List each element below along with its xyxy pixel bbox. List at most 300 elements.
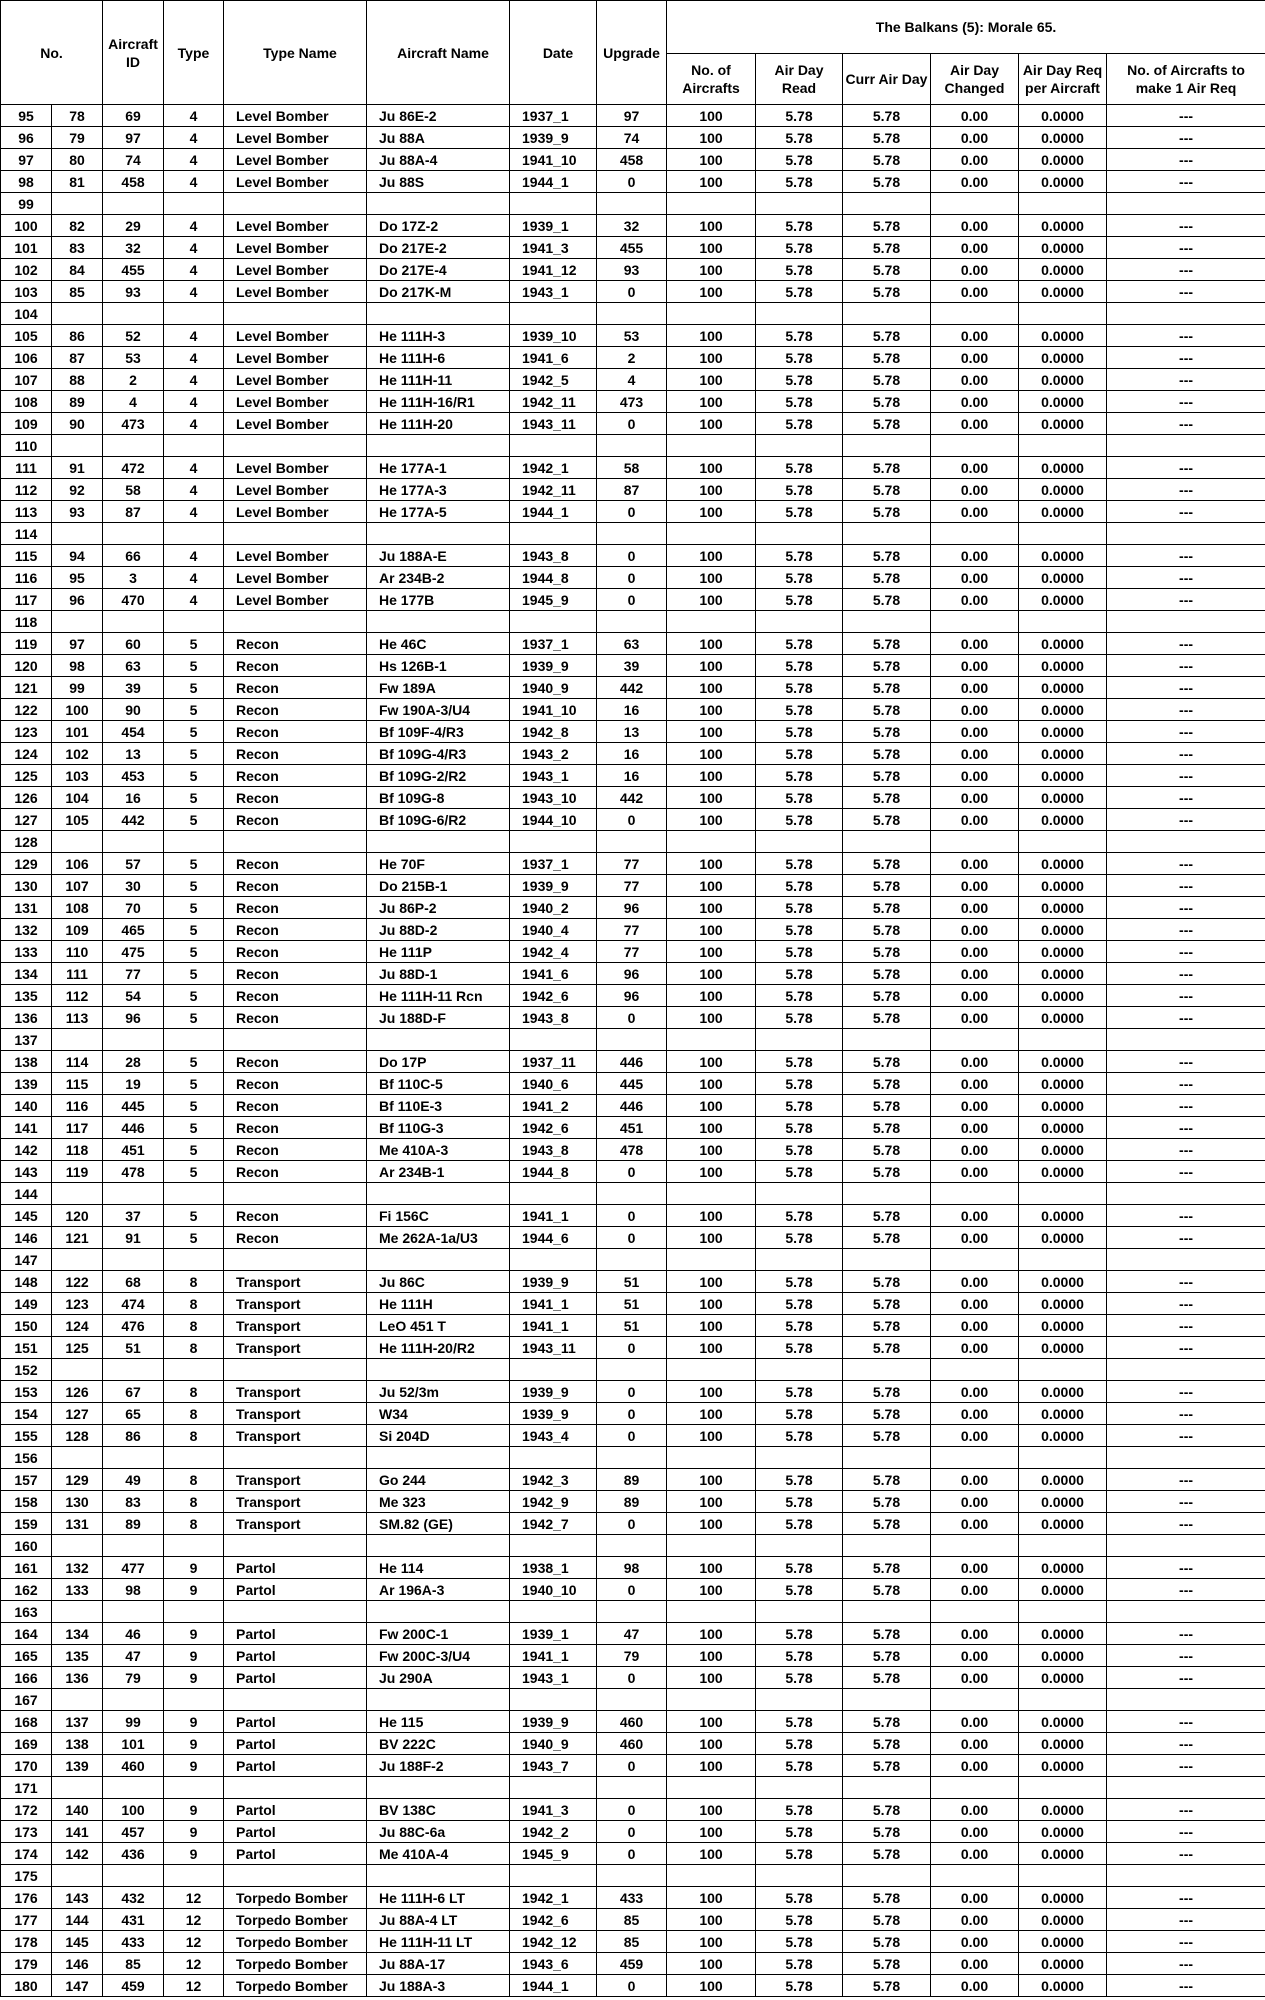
cell-air-day-req: 0.0000	[1019, 457, 1107, 479]
table-row	[1, 1755, 1265, 1777]
cell-date	[510, 303, 597, 325]
cell-num-aircrafts: 100	[667, 1755, 756, 1777]
cell-sub-number: 86	[52, 325, 103, 347]
cell-type	[164, 435, 224, 457]
cell-curr-air-day	[843, 1777, 931, 1799]
cell-sub-number	[52, 1249, 103, 1271]
table-row	[1, 1667, 1265, 1689]
cell-aircraft-id	[103, 1689, 164, 1711]
cell-type: 4	[164, 545, 224, 567]
cell-air-day-req: 0.0000	[1019, 1579, 1107, 1601]
cell-air-day-read: 5.78	[756, 1953, 843, 1975]
cell-num-aircrafts: 100	[667, 1007, 756, 1029]
cell-row-number: 121	[1, 677, 52, 699]
cell-air-day-read: 5.78	[756, 1711, 843, 1733]
cell-aircrafts-to-make-req: ---	[1107, 721, 1265, 743]
cell-aircrafts-to-make-req: ---	[1107, 1975, 1265, 1997]
cell-aircrafts-to-make-req	[1107, 1689, 1265, 1711]
cell-type: 5	[164, 963, 224, 985]
table-row	[1, 1403, 1265, 1425]
cell-type: 9	[164, 1557, 224, 1579]
cell-aircraft-name: Ju 88D-2	[367, 919, 510, 941]
table-row	[1, 633, 1265, 655]
cell-sub-number: 120	[52, 1205, 103, 1227]
cell-air-day-req	[1019, 523, 1107, 545]
cell-num-aircrafts: 100	[667, 105, 756, 127]
cell-curr-air-day: 5.78	[843, 1491, 931, 1513]
cell-air-day-read: 5.78	[756, 919, 843, 941]
cell-sub-number: 99	[52, 677, 103, 699]
cell-upgrade: 51	[597, 1271, 667, 1293]
cell-type: 5	[164, 985, 224, 1007]
cell-aircraft-id: 465	[103, 919, 164, 941]
cell-curr-air-day	[843, 1601, 931, 1623]
cell-aircraft-id: 101	[103, 1733, 164, 1755]
table-row	[1, 1579, 1265, 1601]
cell-aircraft-name: Fw 189A	[367, 677, 510, 699]
cell-air-day-changed: 0.00	[931, 1975, 1019, 1997]
cell-num-aircrafts: 100	[667, 787, 756, 809]
cell-aircraft-name: W34	[367, 1403, 510, 1425]
cell-aircraft-name: Ju 188A-E	[367, 545, 510, 567]
cell-aircrafts-to-make-req: ---	[1107, 1645, 1265, 1667]
cell-sub-number: 108	[52, 897, 103, 919]
cell-curr-air-day: 5.78	[843, 1337, 931, 1359]
cell-air-day-changed: 0.00	[931, 413, 1019, 435]
cell-air-day-changed	[931, 523, 1019, 545]
cell-type-name: Torpedo Bomber	[224, 1887, 367, 1909]
cell-air-day-req: 0.0000	[1019, 1843, 1107, 1865]
cell-date: 1943_4	[510, 1425, 597, 1447]
cell-date: 1937_1	[510, 105, 597, 127]
cell-aircraft-id	[103, 193, 164, 215]
cell-air-day-changed	[931, 1447, 1019, 1469]
cell-type-name: Transport	[224, 1513, 367, 1535]
cell-air-day-req: 0.0000	[1019, 1381, 1107, 1403]
cell-num-aircrafts	[667, 1447, 756, 1469]
cell-air-day-req: 0.0000	[1019, 1931, 1107, 1953]
cell-air-day-read: 5.78	[756, 787, 843, 809]
cell-row-number: 126	[1, 787, 52, 809]
cell-air-day-req: 0.0000	[1019, 1953, 1107, 1975]
cell-num-aircrafts: 100	[667, 567, 756, 589]
cell-upgrade: 442	[597, 787, 667, 809]
cell-aircraft-name: Do 17P	[367, 1051, 510, 1073]
table-row	[1, 1491, 1265, 1513]
cell-date: 1941_2	[510, 1095, 597, 1117]
cell-air-day-read	[756, 1249, 843, 1271]
cell-sub-number: 88	[52, 369, 103, 391]
cell-num-aircrafts: 100	[667, 985, 756, 1007]
cell-curr-air-day: 5.78	[843, 1381, 931, 1403]
cell-sub-number: 93	[52, 501, 103, 523]
cell-num-aircrafts: 100	[667, 743, 756, 765]
cell-air-day-changed: 0.00	[931, 457, 1019, 479]
cell-air-day-req	[1019, 1249, 1107, 1271]
cell-date: 1943_8	[510, 545, 597, 567]
cell-aircrafts-to-make-req: ---	[1107, 281, 1265, 303]
table-row	[1, 765, 1265, 787]
cell-upgrade: 442	[597, 677, 667, 699]
cell-curr-air-day: 5.78	[843, 391, 931, 413]
cell-type: 8	[164, 1271, 224, 1293]
table-row	[1, 1623, 1265, 1645]
table-row	[1, 1051, 1265, 1073]
cell-aircraft-name: Si 204D	[367, 1425, 510, 1447]
cell-curr-air-day: 5.78	[843, 1711, 931, 1733]
cell-row-number: 129	[1, 853, 52, 875]
cell-type-name: Recon	[224, 633, 367, 655]
cell-upgrade: 16	[597, 743, 667, 765]
cell-air-day-read: 5.78	[756, 1051, 843, 1073]
cell-air-day-changed: 0.00	[931, 1821, 1019, 1843]
cell-sub-number: 85	[52, 281, 103, 303]
cell-row-number: 153	[1, 1381, 52, 1403]
cell-aircraft-id: 70	[103, 897, 164, 919]
table-row	[1, 479, 1265, 501]
table-row	[1, 1821, 1265, 1843]
cell-num-aircrafts: 100	[667, 1491, 756, 1513]
cell-sub-number: 78	[52, 105, 103, 127]
cell-air-day-changed	[931, 1359, 1019, 1381]
cell-air-day-read: 5.78	[756, 1337, 843, 1359]
cell-curr-air-day: 5.78	[843, 171, 931, 193]
cell-air-day-req: 0.0000	[1019, 259, 1107, 281]
cell-sub-number: 98	[52, 655, 103, 677]
cell-num-aircrafts: 100	[667, 237, 756, 259]
header-curr-air-day: Curr Air Day	[843, 54, 931, 105]
cell-upgrade: 51	[597, 1315, 667, 1337]
cell-air-day-changed	[931, 611, 1019, 633]
cell-air-day-changed: 0.00	[931, 1161, 1019, 1183]
cell-upgrade: 0	[597, 1579, 667, 1601]
cell-curr-air-day	[843, 1249, 931, 1271]
cell-type: 8	[164, 1513, 224, 1535]
cell-sub-number: 128	[52, 1425, 103, 1447]
cell-type-name: Level Bomber	[224, 105, 367, 127]
cell-type-name: Level Bomber	[224, 237, 367, 259]
cell-air-day-read: 5.78	[756, 1887, 843, 1909]
cell-air-day-req	[1019, 1029, 1107, 1051]
cell-aircrafts-to-make-req: ---	[1107, 1821, 1265, 1843]
cell-num-aircrafts: 100	[667, 721, 756, 743]
cell-date: 1940_9	[510, 1733, 597, 1755]
cell-date: 1942_11	[510, 479, 597, 501]
cell-row-number: 108	[1, 391, 52, 413]
cell-aircraft-id: 432	[103, 1887, 164, 1909]
cell-sub-number: 90	[52, 413, 103, 435]
cell-aircraft-name	[367, 1249, 510, 1271]
cell-sub-number: 146	[52, 1953, 103, 1975]
cell-aircrafts-to-make-req: ---	[1107, 1315, 1265, 1337]
cell-air-day-changed: 0.00	[931, 1931, 1019, 1953]
cell-air-day-changed: 0.00	[931, 677, 1019, 699]
cell-aircraft-id: 442	[103, 809, 164, 831]
cell-aircraft-name: Ju 88S	[367, 171, 510, 193]
cell-row-number: 154	[1, 1403, 52, 1425]
cell-type: 5	[164, 897, 224, 919]
cell-sub-number	[52, 1865, 103, 1887]
cell-curr-air-day: 5.78	[843, 1975, 931, 1997]
cell-aircraft-name	[367, 1865, 510, 1887]
cell-air-day-req	[1019, 1183, 1107, 1205]
cell-air-day-req: 0.0000	[1019, 325, 1107, 347]
cell-date: 1941_1	[510, 1645, 597, 1667]
cell-curr-air-day: 5.78	[843, 1755, 931, 1777]
cell-air-day-read: 5.78	[756, 347, 843, 369]
cell-type: 4	[164, 171, 224, 193]
cell-air-day-read: 5.78	[756, 1513, 843, 1535]
cell-air-day-read: 5.78	[756, 237, 843, 259]
cell-num-aircrafts: 100	[667, 1381, 756, 1403]
cell-date: 1943_2	[510, 743, 597, 765]
cell-num-aircrafts: 100	[667, 545, 756, 567]
cell-air-day-read	[756, 1029, 843, 1051]
table-row	[1, 743, 1265, 765]
cell-type	[164, 523, 224, 545]
cell-aircraft-name: He 111H	[367, 1293, 510, 1315]
cell-num-aircrafts: 100	[667, 699, 756, 721]
cell-sub-number: 113	[52, 1007, 103, 1029]
cell-aircraft-id: 67	[103, 1381, 164, 1403]
cell-curr-air-day: 5.78	[843, 963, 931, 985]
cell-type-name: Recon	[224, 875, 367, 897]
cell-date: 1944_10	[510, 809, 597, 831]
cell-aircraft-id: 86	[103, 1425, 164, 1447]
cell-air-day-req: 0.0000	[1019, 1799, 1107, 1821]
table-row	[1, 875, 1265, 897]
cell-type-name: Level Bomber	[224, 589, 367, 611]
cell-date: 1942_9	[510, 1491, 597, 1513]
cell-sub-number: 142	[52, 1843, 103, 1865]
cell-air-day-read: 5.78	[756, 1909, 843, 1931]
cell-air-day-req: 0.0000	[1019, 1403, 1107, 1425]
cell-sub-number: 114	[52, 1051, 103, 1073]
cell-upgrade	[597, 1029, 667, 1051]
cell-aircraft-id	[103, 1777, 164, 1799]
cell-num-aircrafts: 100	[667, 1667, 756, 1689]
cell-num-aircrafts: 100	[667, 1821, 756, 1843]
cell-type: 4	[164, 479, 224, 501]
table-row	[1, 1799, 1265, 1821]
cell-curr-air-day: 5.78	[843, 1733, 931, 1755]
cell-sub-number: 112	[52, 985, 103, 1007]
cell-sub-number: 127	[52, 1403, 103, 1425]
cell-sub-number: 131	[52, 1513, 103, 1535]
cell-num-aircrafts: 100	[667, 1073, 756, 1095]
cell-curr-air-day: 5.78	[843, 1205, 931, 1227]
cell-aircraft-name: BV 138C	[367, 1799, 510, 1821]
cell-air-day-req	[1019, 611, 1107, 633]
cell-type-name: Partol	[224, 1579, 367, 1601]
cell-type: 5	[164, 633, 224, 655]
cell-aircraft-name: Bf 110E-3	[367, 1095, 510, 1117]
cell-air-day-req: 0.0000	[1019, 809, 1107, 831]
cell-num-aircrafts: 100	[667, 589, 756, 611]
cell-air-day-changed	[931, 1029, 1019, 1051]
cell-aircrafts-to-make-req: ---	[1107, 567, 1265, 589]
cell-aircraft-name: He 177A-5	[367, 501, 510, 523]
cell-type: 5	[164, 677, 224, 699]
cell-type: 5	[164, 1227, 224, 1249]
cell-air-day-read: 5.78	[756, 1733, 843, 1755]
cell-upgrade	[597, 1535, 667, 1557]
cell-air-day-read: 5.78	[756, 1821, 843, 1843]
cell-air-day-changed: 0.00	[931, 787, 1019, 809]
cell-sub-number: 117	[52, 1117, 103, 1139]
cell-sub-number: 91	[52, 457, 103, 479]
cell-sub-number: 107	[52, 875, 103, 897]
cell-type	[164, 193, 224, 215]
cell-upgrade: 446	[597, 1095, 667, 1117]
cell-air-day-req: 0.0000	[1019, 1623, 1107, 1645]
cell-curr-air-day: 5.78	[843, 457, 931, 479]
cell-curr-air-day: 5.78	[843, 1557, 931, 1579]
cell-air-day-req: 0.0000	[1019, 1909, 1107, 1931]
cell-aircrafts-to-make-req	[1107, 435, 1265, 457]
header-date: Date	[510, 1, 597, 105]
cell-date: 1939_1	[510, 215, 597, 237]
cell-num-aircrafts	[667, 193, 756, 215]
cell-row-number: 123	[1, 721, 52, 743]
cell-air-day-req: 0.0000	[1019, 1051, 1107, 1073]
cell-date: 1944_8	[510, 567, 597, 589]
table-row	[1, 1843, 1265, 1865]
table-row	[1, 347, 1265, 369]
cell-aircrafts-to-make-req: ---	[1107, 1513, 1265, 1535]
cell-type-name: Level Bomber	[224, 545, 367, 567]
cell-num-aircrafts: 100	[667, 1403, 756, 1425]
table-row	[1, 413, 1265, 435]
cell-type: 9	[164, 1821, 224, 1843]
cell-type: 8	[164, 1403, 224, 1425]
cell-sub-number: 109	[52, 919, 103, 941]
cell-aircrafts-to-make-req: ---	[1107, 1205, 1265, 1227]
cell-aircrafts-to-make-req: ---	[1107, 347, 1265, 369]
cell-num-aircrafts: 100	[667, 1887, 756, 1909]
cell-aircraft-id: 47	[103, 1645, 164, 1667]
cell-num-aircrafts: 100	[667, 457, 756, 479]
table-row	[1, 1645, 1265, 1667]
cell-num-aircrafts	[667, 523, 756, 545]
table-row	[1, 721, 1265, 743]
cell-aircraft-id: 93	[103, 281, 164, 303]
table-row	[1, 1909, 1265, 1931]
cell-curr-air-day: 5.78	[843, 237, 931, 259]
cell-date: 1944_8	[510, 1161, 597, 1183]
cell-aircrafts-to-make-req: ---	[1107, 919, 1265, 941]
cell-aircraft-id: 90	[103, 699, 164, 721]
cell-air-day-read	[756, 1689, 843, 1711]
cell-aircraft-name	[367, 193, 510, 215]
cell-date	[510, 1689, 597, 1711]
cell-aircraft-id: 57	[103, 853, 164, 875]
cell-row-number: 172	[1, 1799, 52, 1821]
cell-air-day-req: 0.0000	[1019, 105, 1107, 127]
cell-date: 1942_4	[510, 941, 597, 963]
cell-num-aircrafts: 100	[667, 479, 756, 501]
cell-type: 12	[164, 1975, 224, 1997]
cell-date: 1937_1	[510, 853, 597, 875]
cell-num-aircrafts: 100	[667, 1425, 756, 1447]
cell-type-name: Level Bomber	[224, 259, 367, 281]
cell-date	[510, 831, 597, 853]
cell-air-day-changed	[931, 1183, 1019, 1205]
cell-type-name: Level Bomber	[224, 567, 367, 589]
cell-air-day-changed: 0.00	[931, 281, 1019, 303]
cell-air-day-req: 0.0000	[1019, 919, 1107, 941]
cell-upgrade: 459	[597, 1953, 667, 1975]
cell-aircraft-id: 65	[103, 1403, 164, 1425]
cell-upgrade: 0	[597, 1007, 667, 1029]
cell-aircraft-id: 470	[103, 589, 164, 611]
cell-row-number: 97	[1, 149, 52, 171]
cell-curr-air-day: 5.78	[843, 743, 931, 765]
cell-aircrafts-to-make-req: ---	[1107, 259, 1265, 281]
table-row	[1, 1271, 1265, 1293]
cell-row-number: 159	[1, 1513, 52, 1535]
cell-aircraft-name: He 111H-6 LT	[367, 1887, 510, 1909]
cell-row-number: 141	[1, 1117, 52, 1139]
cell-row-number: 127	[1, 809, 52, 831]
table-row	[1, 919, 1265, 941]
cell-aircraft-id: 4	[103, 391, 164, 413]
cell-air-day-read	[756, 1601, 843, 1623]
cell-sub-number: 106	[52, 853, 103, 875]
cell-row-number: 179	[1, 1953, 52, 1975]
cell-date: 1944_6	[510, 1227, 597, 1249]
cell-air-day-read: 5.78	[756, 1227, 843, 1249]
table-row	[1, 1227, 1265, 1249]
cell-row-number: 99	[1, 193, 52, 215]
cell-type: 4	[164, 237, 224, 259]
cell-upgrade: 2	[597, 347, 667, 369]
cell-upgrade	[597, 1865, 667, 1887]
cell-aircrafts-to-make-req	[1107, 1535, 1265, 1557]
cell-num-aircrafts: 100	[667, 633, 756, 655]
header-region: The Balkans (5): Morale 65.	[667, 1, 1265, 54]
cell-upgrade	[597, 1777, 667, 1799]
cell-aircraft-name: Ju 86E-2	[367, 105, 510, 127]
cell-type	[164, 303, 224, 325]
cell-aircraft-id	[103, 1865, 164, 1887]
cell-air-day-changed: 0.00	[931, 479, 1019, 501]
cell-type: 5	[164, 941, 224, 963]
cell-upgrade: 455	[597, 237, 667, 259]
cell-row-number: 146	[1, 1227, 52, 1249]
cell-sub-number: 133	[52, 1579, 103, 1601]
cell-type-name: Level Bomber	[224, 391, 367, 413]
cell-upgrade: 473	[597, 391, 667, 413]
cell-num-aircrafts: 100	[667, 1799, 756, 1821]
cell-air-day-req: 0.0000	[1019, 1887, 1107, 1909]
cell-air-day-changed	[931, 1535, 1019, 1557]
cell-num-aircrafts: 100	[667, 875, 756, 897]
cell-aircraft-id: 91	[103, 1227, 164, 1249]
cell-air-day-req	[1019, 1777, 1107, 1799]
cell-sub-number: 111	[52, 963, 103, 985]
cell-air-day-read: 5.78	[756, 127, 843, 149]
cell-aircrafts-to-make-req: ---	[1107, 743, 1265, 765]
cell-sub-number	[52, 1029, 103, 1051]
cell-air-day-req: 0.0000	[1019, 215, 1107, 237]
cell-row-number: 161	[1, 1557, 52, 1579]
cell-aircraft-id: 19	[103, 1073, 164, 1095]
cell-sub-number: 119	[52, 1161, 103, 1183]
table-row	[1, 259, 1265, 281]
cell-air-day-changed: 0.00	[931, 215, 1019, 237]
cell-curr-air-day	[843, 1029, 931, 1051]
